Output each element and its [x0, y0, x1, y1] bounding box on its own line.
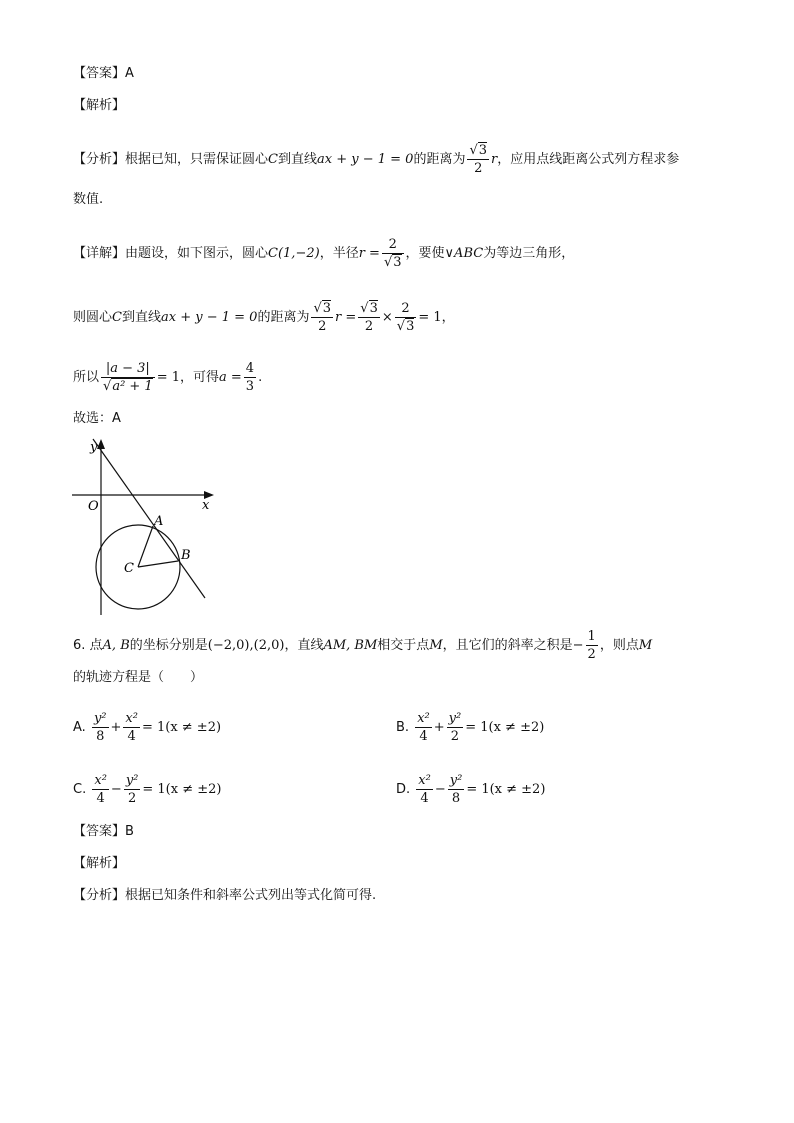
label-b: B: [181, 548, 191, 563]
option-a[interactable]: A. $\frac{\text{y²}}{8}$ + $\frac{\text{x²}}{4}$ = 1(x ≠ ±2): [73, 711, 222, 744]
q6-stem-line2: 的轨迹方程是（ ）: [73, 670, 204, 685]
q5-guxuan: 故选：A: [73, 411, 121, 426]
q6-fenxi: 【分析】根据已知条件和斜率公式列出等式化简可得.: [73, 888, 377, 903]
q5-distance-line: 则圆心C到直线ax + y − 1 = 0的距离为 $\frac{√3}{2}$ r = $\frac{√3}{2}$ × $\frac{2}{√3}$ = 1，: [73, 301, 455, 334]
option-d[interactable]: D. $\frac{\text{x²}}{4}$ − $\frac{\text{y²}}{8}$ = 1(x ≠ ±2): [396, 773, 546, 806]
q5-xiangjie-line: 【详解】由题设，如下图示，圆心C(1,−2)，半径r = $\frac{2}{√3}$ ，要使∨ABC为等边三角形，: [73, 237, 575, 270]
q5-analysis-heading: 【解析】: [73, 98, 126, 113]
label-o: O: [88, 499, 99, 514]
segment-ca: [138, 526, 153, 567]
q6-analysis-heading: 【解析】: [73, 856, 126, 871]
q5-fenxi-line: 【分析】根据已知，只需保证圆心C到直线ax + y − 1 = 0的距离为 $\frac{√3}{2}$ r，应用点线距离公式列方程求参: [73, 143, 680, 176]
q6-answer: 【答案】B: [73, 824, 134, 839]
two-over-sqrt3-fraction: $\frac{2}{√3}$: [383, 237, 402, 270]
label-x: x: [202, 498, 210, 513]
label-c: C: [124, 561, 134, 576]
y-axis-arrow: [97, 439, 105, 449]
label-y: y: [90, 440, 98, 455]
q5-fenxi-cont: 数值.: [73, 192, 104, 207]
sqrt3-over-2-fraction: $\frac{√3}{2}$: [469, 143, 488, 176]
q5-suoyi-line: 所以 $\frac{|a - 3|}{\text{√a² + 1}}$ = 1，可得a = $\frac{4}{3}$ .: [73, 361, 263, 394]
segment-cb: [138, 561, 178, 567]
label-a: A: [154, 514, 164, 529]
circle-figure: [60, 435, 230, 620]
q5-answer: 【答案】A: [73, 66, 134, 81]
option-b[interactable]: B. $\frac{\text{x²}}{4}$ + $\frac{\text{y²}}{2}$ = 1(x ≠ ±2): [396, 711, 545, 744]
line-ax-y-1: [93, 439, 205, 598]
option-c[interactable]: C. $\frac{\text{x²}}{4}$ − $\frac{\text{y²}}{2}$ = 1(x ≠ ±2): [73, 773, 222, 806]
q6-stem-line1: 6. 点A, B的坐标分别是(−2,0),(2,0)，直线AM, BM相交于点M，且它们的斜率之积是− $\frac{1}{2}$ ，则点M: [73, 629, 653, 662]
abs-over-sqrt-fraction: $\frac{|a - 3|}{\text{√a² + 1}}$: [103, 361, 153, 394]
